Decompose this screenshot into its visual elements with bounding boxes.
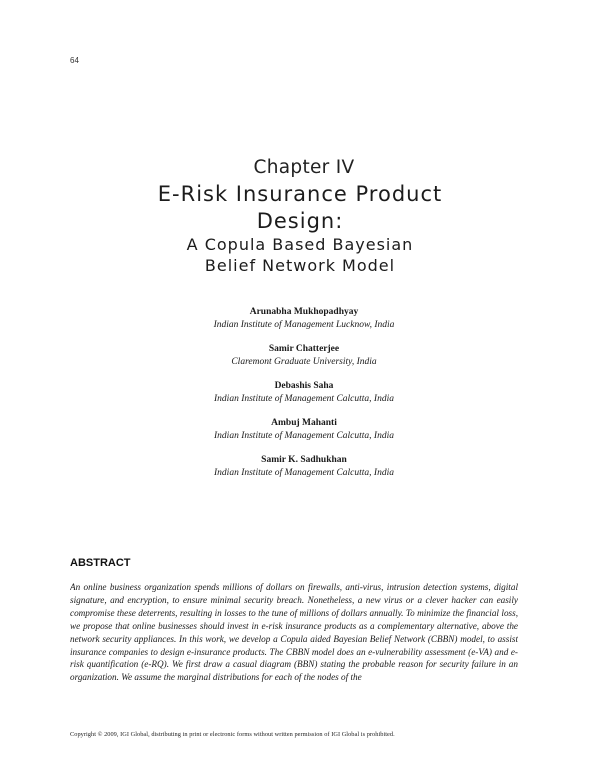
author-name: Samir K. Sadhukhan <box>261 455 347 465</box>
author-affiliation: Indian Institute of Management Lucknow, India <box>213 320 395 330</box>
author-name: Samir Chatterjee <box>268 344 340 354</box>
author-entry <box>8 306 600 332</box>
chapter-title-line-2: Design: <box>256 209 344 233</box>
author-affiliation: Claremont Graduate University, India <box>231 357 377 367</box>
author-entry <box>8 417 600 443</box>
chapter-title-block <box>0 156 600 276</box>
author-affiliation: Indian Institute of Management Calcutta, India <box>214 468 394 478</box>
author-entry <box>8 380 600 406</box>
author-entry <box>8 343 600 369</box>
page-number: 64 <box>70 56 79 65</box>
abstract-heading: ABSTRACT <box>70 557 131 569</box>
abstract-text: An online business organization spends millions of dollars on firewalls, anti-virus, intrusion detection systems, digital signature, and encryption, to ensure minimal security breach. Nonetheless, a new virus or a clever hacker can easily compromise these deterrents, resulting in losses to the tune of millions of dollars annually. To minimize the financial loss, we propose that online businesses should invest in e-risk insurance products as a complementary alternative, above the network security appliances. In this work, we develop a Copula aided Bayesian Belief Network (CBBN) model, to assist insurance companies to design e-insurance products. The CBBN model does an e-vulnerability assessment (e-VA) and e-risk quantification (e-RQ). We first draw a casual diagram (BBN) stating the probable reason for security failure in an organization. We assume the marginal distributions for each of the nodes of the <box>70 582 518 683</box>
author-affiliation: Indian Institute of Management Calcutta, India <box>214 431 394 441</box>
chapter-title-line-1: E-Risk Insurance Product <box>157 182 443 206</box>
chapter-subtitle-line-2: Belief Network Model <box>204 256 396 275</box>
author-affiliation: Indian Institute of Management Calcutta, India <box>214 394 394 404</box>
author-name: Debashis Saha <box>274 381 334 391</box>
chapter-label: Chapter IV <box>253 157 355 178</box>
chapter-subtitle-line-1: A Copula Based Bayesian <box>186 235 414 254</box>
author-name: Arunabha Mukhopadhyay <box>249 307 359 317</box>
author-list <box>0 306 600 491</box>
author-name: Ambuj Mahanti <box>271 418 337 428</box>
copyright-notice: Copyright © 2009, IGI Global, distributing in print or electronic forms without written permission of IGI Global is prohibited. <box>70 731 395 738</box>
author-entry <box>8 454 600 480</box>
